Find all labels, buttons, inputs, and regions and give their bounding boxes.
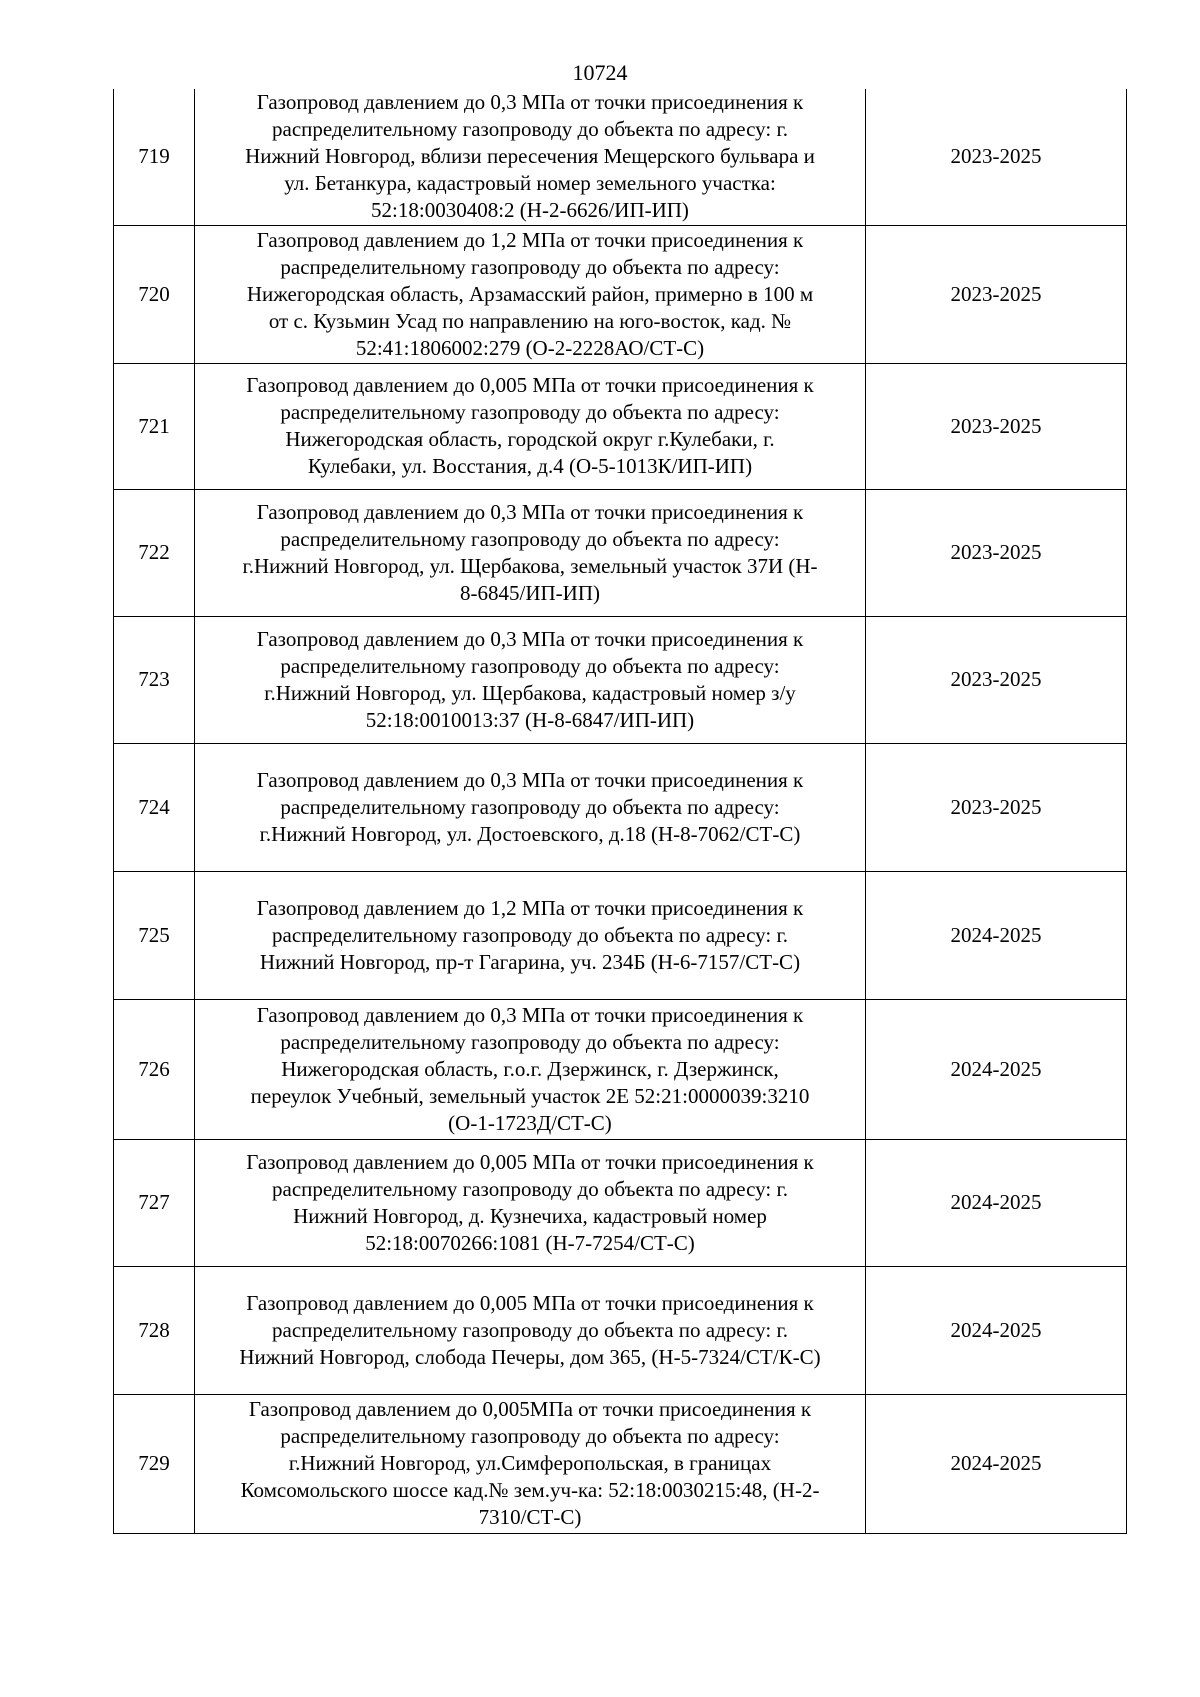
row-period: 2024-2025 xyxy=(866,1139,1127,1266)
table-row xyxy=(114,225,1127,363)
table-row xyxy=(114,616,1127,743)
description-line: г.Нижний Новгород, ул. Достоевского, д.18 (Н-8-7062/СТ-С) xyxy=(259,821,801,846)
page-number: 10724 xyxy=(572,60,628,85)
description-line: Нижний Новгород, д. Кузнечиха, кадастровый номер xyxy=(293,1203,767,1228)
description-line: распределительному газопроводу до объекта по адресу: г. xyxy=(272,1317,788,1342)
row-period: 2023-2025 xyxy=(866,743,1127,871)
description-line: Газопровод давлением до 1,2 МПа от точки присоединения к xyxy=(256,227,804,252)
description-line: распределительному газопроводу до объекта по адресу: xyxy=(280,1424,780,1448)
table-row xyxy=(114,363,1127,489)
description-line: Газопровод давлением до 0,3 МПа от точки присоединения к xyxy=(256,499,804,524)
row-number: 726 xyxy=(114,999,195,1139)
table-row xyxy=(114,89,1127,225)
description-line: Кулебаки, ул. Восстания, д.4 (О-5-1013К/ИП-ИП) xyxy=(307,454,753,478)
row-description xyxy=(195,225,866,363)
row-period: 2023-2025 xyxy=(866,89,1127,225)
description-line: Газопровод давлением до 0,3 МПа от точки присоединения к xyxy=(256,626,804,651)
row-description xyxy=(195,489,866,616)
description-line: Нижний Новгород, пр-т Гагарина, уч. 234Б (Н-6-7157/СТ-С) xyxy=(259,949,801,974)
description-line: 52:18:0010013:37 (Н-8-6847/ИП-ИП) xyxy=(365,707,695,732)
description-line: распределительному газопроводу до объекта по адресу: xyxy=(280,526,780,551)
description-line: г.Нижний Новгород, ул. Щербакова, земельный участок 37И (Н- xyxy=(242,553,818,578)
description-line: Комсомольского шоссе кад.№ зем.уч-ка: 52:18:0030215:48, (Н-2- xyxy=(240,1478,820,1502)
description-line: Нижний Новгород, слобода Печеры, дом 365, (Н-5-7324/СТ/К-С) xyxy=(239,1344,821,1369)
row-period: 2024-2025 xyxy=(866,1394,1127,1533)
description-line: распределительному газопроводу до объекта по адресу: xyxy=(280,794,780,819)
table-row xyxy=(114,871,1127,999)
row-description xyxy=(195,1394,866,1533)
description-line: ул. Бетанкура, кадастровый номер земельного участка: xyxy=(284,171,776,196)
description-line: распределительному газопроводу до объекта по адресу: г. xyxy=(272,1176,788,1201)
description-line: 8-6845/ИП-ИП) xyxy=(460,580,600,605)
table-row xyxy=(114,1139,1127,1266)
description-line: г.Нижний Новгород, ул.Симферопольская, в границах xyxy=(288,1451,772,1475)
row-period: 2023-2025 xyxy=(866,489,1127,616)
description-line: Нижний Новгород, вблизи пересечения Мещерского бульвара и xyxy=(245,144,815,169)
row-description xyxy=(195,1139,866,1266)
description-line: распределительному газопроводу до объекта по адресу: xyxy=(280,400,780,424)
description-line: Газопровод давлением до 0,005 МПа от точки присоединения к xyxy=(246,373,814,397)
description-line: распределительному газопроводу до объекта по адресу: xyxy=(280,254,780,279)
description-line: 52:41:1806002:279 (О-2-2228АО/СТ-С) xyxy=(355,335,705,360)
row-description xyxy=(195,743,866,871)
row-number: 724 xyxy=(114,743,195,871)
row-number: 723 xyxy=(114,616,195,743)
row-period: 2023-2025 xyxy=(866,225,1127,363)
description-line: Нижегородская область, Арзамасский район, примерно в 100 м xyxy=(246,281,814,306)
table-row xyxy=(114,1266,1127,1394)
description-line: Газопровод давлением до 0,3 МПа от точки присоединения к xyxy=(256,1002,804,1027)
row-number: 721 xyxy=(114,363,195,489)
row-description xyxy=(195,616,866,743)
description-line: Газопровод давлением до 0,005 МПа от точки присоединения к xyxy=(246,1290,814,1315)
description-line: распределительному газопроводу до объекта по адресу: г. xyxy=(272,117,788,142)
table-row xyxy=(114,1394,1127,1533)
description-line: Газопровод давлением до 0,005 МПа от точки присоединения к xyxy=(246,1149,814,1174)
table-row xyxy=(114,743,1127,871)
description-line: Газопровод давлением до 0,3 МПа от точки присоединения к xyxy=(256,767,804,792)
row-description xyxy=(195,363,866,489)
row-number: 719 xyxy=(114,89,195,225)
row-period: 2024-2025 xyxy=(866,871,1127,999)
description-line: 52:18:0070266:1081 (Н-7-7254/СТ-С) xyxy=(365,1230,695,1255)
description-line: распределительному газопроводу до объекта по адресу: г. xyxy=(272,922,788,947)
description-line: переулок Учебный, земельный участок 2Е 52:21:0000039:3210 xyxy=(250,1083,810,1108)
description-line: 52:18:0030408:2 (Н-2-6626/ИП-ИП) xyxy=(371,198,689,223)
table-row xyxy=(114,999,1127,1139)
row-description xyxy=(195,1266,866,1394)
row-number: 729 xyxy=(114,1394,195,1533)
row-period: 2023-2025 xyxy=(866,363,1127,489)
description-line: Газопровод давлением до 0,005МПа от точки присоединения к xyxy=(248,1397,812,1421)
description-line: 7310/СТ-С) xyxy=(478,1505,582,1529)
row-number: 722 xyxy=(114,489,195,616)
table-row xyxy=(114,489,1127,616)
description-line: (О-1-1723Д/СТ-С) xyxy=(448,1110,612,1135)
description-line: Газопровод давлением до 1,2 МПа от точки присоединения к xyxy=(256,895,804,920)
row-period: 2023-2025 xyxy=(866,616,1127,743)
row-period: 2024-2025 xyxy=(866,1266,1127,1394)
row-description xyxy=(195,89,866,225)
row-period: 2024-2025 xyxy=(866,999,1127,1139)
description-line: Нижегородская область, г.о.г. Дзержинск, г. Дзержинск, xyxy=(281,1056,779,1081)
description-line: распределительному газопроводу до объекта по адресу: xyxy=(280,1029,780,1054)
row-number: 727 xyxy=(114,1139,195,1266)
description-line: распределительному газопроводу до объекта по адресу: xyxy=(280,653,780,678)
row-description xyxy=(195,871,866,999)
row-number: 720 xyxy=(114,225,195,363)
description-line: от с. Кузьмин Усад по направлению на юго-восток, кад. № xyxy=(268,308,792,333)
row-description xyxy=(195,999,866,1139)
row-number: 728 xyxy=(114,1266,195,1394)
row-number: 725 xyxy=(114,871,195,999)
objects-table xyxy=(113,89,1127,1534)
description-line: Газопровод давлением до 0,3 МПа от точки присоединения к xyxy=(256,90,804,115)
description-line: Нижегородская область, городской округ г.Кулебаки, г. xyxy=(285,427,775,451)
description-line: г.Нижний Новгород, ул. Щербакова, кадастровый номер з/у xyxy=(264,680,796,705)
